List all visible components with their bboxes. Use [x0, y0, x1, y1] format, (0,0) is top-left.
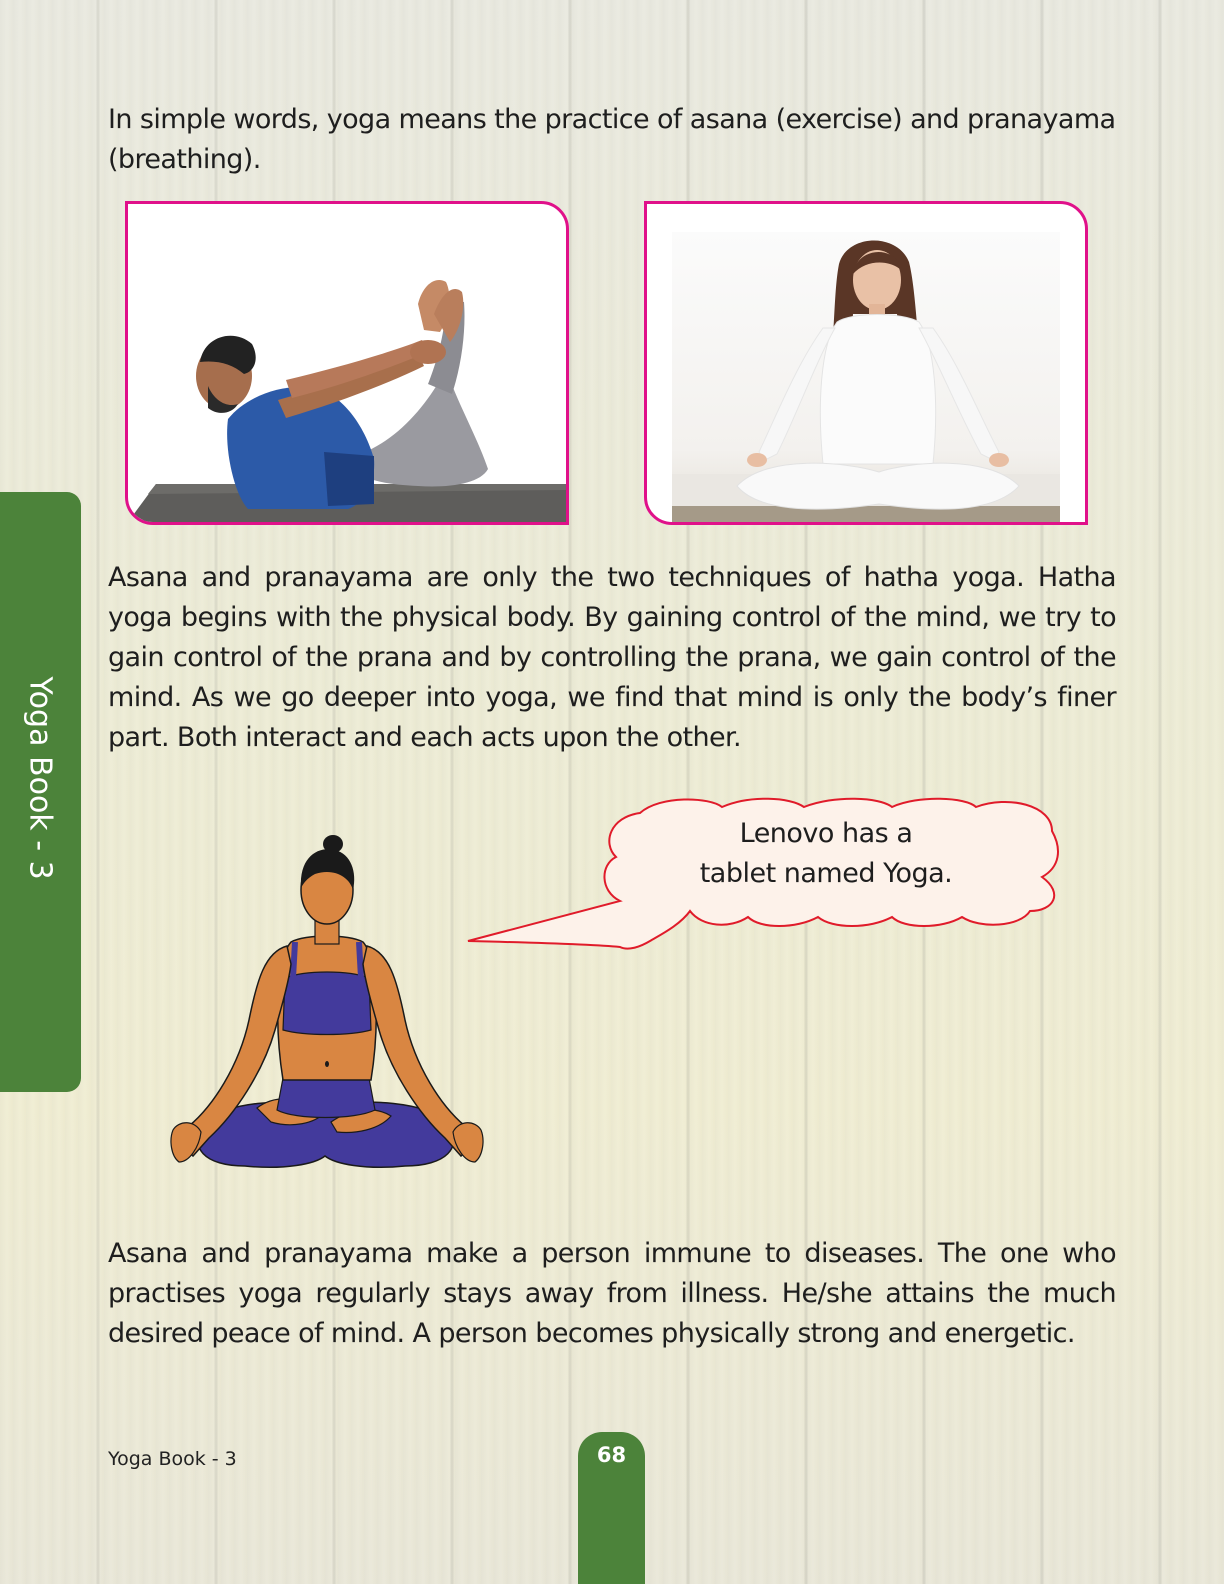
- benefits-paragraph: Asana and pranayama make a person immune to diseases. The one who practises yoga regularly stays away from illness. He/she attains the much desired peace of mind. A person becomes physically strong and energetic.: [108, 1238, 1116, 1349]
- page-number: 68: [596, 1443, 627, 1467]
- footer-book-title: Yoga Book - 3: [108, 1448, 237, 1470]
- intro-paragraph: In simple words, yoga means the practice of asana (exercise) and pranayama (breathing).: [108, 104, 1116, 175]
- side-tab-label: Yoga Book - 3: [22, 676, 58, 880]
- speech-bubble-line-2: tablet named Yoga.: [699, 858, 953, 889]
- hatha-paragraph: Asana and pranayama are only the two techniques of hatha yoga. Hatha yoga begins with the physical body. By gaining control of the mind, we try to gain control of the prana and by controlling the prana, we gain control of the mind. As we go deeper into yoga, we find that mind is only the body’s finer part. Both interact and each acts upon the other.: [108, 562, 1116, 753]
- speech-bubble-text: [636, 814, 1016, 894]
- speech-bubble-line-1: Lenovo has a: [739, 818, 913, 849]
- bow-pose-photo: [125, 201, 569, 525]
- lotus-pose-illustration: [165, 830, 490, 1185]
- meditation-photo: [644, 201, 1088, 525]
